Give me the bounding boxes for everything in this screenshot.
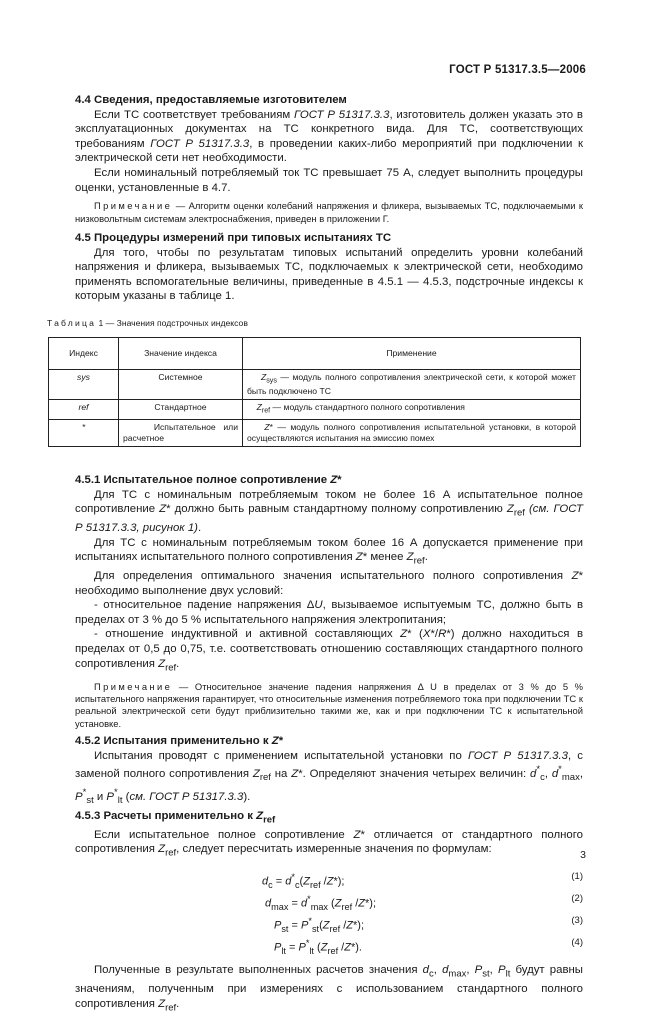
section-4-5-1-list-item-1: - относительное падение напряжения ΔU, вызываемое испытуемым ТС, должно быть в пределах от 3 % до 5 % испытательного напряжения электропитания; [75, 599, 583, 626]
table-cell-index: * [49, 419, 119, 446]
section-4-4-paragraph-1: Если ТС соответствует требованиям ГОСТ Р 51317.3.3, изготовитель должен указать это в эксплуатационных документах на ТС конкретного вида. Для ТС, соответствующих требованиям ГОСТ Р 51317.3.3, в проведении каких-либо мероприятий при подключении к электрической сети нет необходимости. [75, 108, 583, 165]
section-4-4-paragraph-2: Если номинальный потребляемый ток ТС превышает 75 А, следует выполнить процедуры оценки, установленные в 4.7. [75, 166, 583, 194]
table-1-caption: Таблица 1 — Значения подстрочных индексов [47, 317, 248, 328]
table-header-application: Применение [243, 337, 581, 369]
section-4-5-3-paragraph-1: Если испытательное полное сопротивление Z* отличается от стандартного полного сопротивления $Z_{ref}$, следует пересчитать измеренные значения по формулам: [75, 828, 583, 859]
table-row [49, 369, 581, 400]
document-header: ГОСТ Р 51317.3.5—2006 [449, 64, 586, 76]
section-4-5-1-list-item-2: - отношение индуктивной и активной составляющих Z* (X*/R*) должно находиться в пределах от 0,5 до 0,75, т.е. соответствовать отношению составляющих стандартного полного сопротивления $Z_{ref}$. [75, 628, 583, 673]
table-cell-application: $Z_{ref}$ — модуль стандартного полного сопротивления [243, 400, 581, 420]
section-4-5-paragraph-1: Для того, чтобы по результатам типовых испытаний определить уровни колебаний напряжения и фликера, вызываемых ТС, подключаемых к электрической сети, необходимо применять вспомогательные величины, приведенные в 4.5.1 — 4.5.3, подстрочные индексы к которым указаны в таблице 1. [75, 246, 583, 303]
section-4-4-title: 4.4 Сведения, предоставляемые изготовителем [75, 94, 347, 106]
page-number: 3 [580, 849, 586, 861]
formula-2-number: (2) [571, 893, 583, 905]
table-header-row [49, 337, 581, 369]
section-4-5-title: 4.5 Процедуры измерений при типовых испытаниях ТС [75, 231, 392, 244]
section-4-4-note: Примечание — Алгоритм оценки колебаний напряжения и фликера, вызываемых ТС, подключаемыми к низковольтным системам электроснабжения, приведен в приложении Г. [75, 200, 583, 224]
formula-3-expression: $P_{st} = P^*_{st}(Z_{ref}$ /Z*); [274, 916, 365, 934]
table-row [49, 400, 581, 420]
table-cell-meaning: Системное [119, 369, 243, 400]
section-4-5-3-paragraph-2: Полученные в результате выполненных расчетов значения $d_c$, $d_{max}$, $P_{st}$, $P_{lt}$ будут равны значениям, полученным при измерениях с использованием стандартного полного сопротивления $Z_{ref}$. [75, 964, 583, 1013]
formula-1 [75, 867, 583, 889]
formula-2-expression: $d_{max} = d^*_{max}$ ($Z_{ref}$ /Z*); [265, 894, 377, 912]
formula-3-number: (3) [571, 915, 583, 927]
formula-2 [75, 889, 583, 911]
section-4-5-2-title: 4.5.2 Испытания применительно к Z* [75, 735, 284, 748]
table-cell-index: sys [49, 369, 119, 400]
section-4-5-1-note: Примечание — Относительное значение падения напряжения Δ U в пределах от 3 % до 5 % испытательного напряжения гарантирует, что относительные изменения потребляемого тока при подключении ТС к реальной электрической сети будут приблизительно такими же, как и при подключении ТС к испытательной установке. [75, 680, 583, 729]
table-cell-index: ref [49, 400, 119, 420]
table-header-meaning: Значение индекса [119, 337, 243, 369]
formula-1-expression: $d_c = d^*_c(Z_{ref}$ /Z*); [262, 872, 345, 890]
page-body [47, 93, 584, 1015]
table-cell-meaning: Испытательное или расчетное [119, 419, 243, 446]
section-4-5-3-title: 4.5.3 Расчеты применительно к $Z_{ref}$ [75, 809, 276, 825]
formula-4 [75, 933, 583, 955]
table-row [49, 419, 581, 446]
formula-3 [75, 911, 583, 933]
section-4-5-1-paragraph-3: Для определения оптимального значения испытательного полного сопротивления Z* необходимо выполнение двух условий: [75, 570, 583, 597]
section-4-5-1-title: 4.5.1 Испытательное полное сопротивление Z* [75, 473, 342, 486]
section-4-5-1-paragraph-1: Для ТС с номинальным потребляемым током не более 16 А испытательное полное сопротивление Z* должно быть равным стандартному полному сопротивлению $Z_{ref}$ (см. ГОСТ Р 51317.3.3, рисунок 1). [75, 488, 584, 535]
formula-1-number: (1) [571, 871, 583, 883]
formula-4-expression: $P_{lt} = P^*_{lt}$ ($Z_{ref}$ /Z*). [274, 938, 362, 956]
formula-4-number: (4) [571, 937, 583, 949]
formula-block [75, 867, 583, 955]
section-4-5-1-paragraph-2: Для ТС с номинальным потребляемым током более 16 А допускается применение при испытаниях испытательного полного сопротивления Z* менее $Z_{ref}$. [75, 536, 583, 567]
table-cell-meaning: Стандартное [119, 400, 243, 420]
table-cell-application: $Z_{sys}$ — модуль полного сопротивления электрической сети, к которой может быть подключено ТС [243, 369, 581, 400]
table-1 [48, 337, 581, 447]
table-cell-application: Z* — модуль полного сопротивления испытательной установки, в которой осуществляются испытания на эмиссию помех [243, 419, 581, 446]
table-header-index: Индекс [49, 337, 119, 369]
section-4-5-2-paragraph-1: Испытания проводят с применением испытательной установки по ГОСТ Р 51317.3.3, с заменой полного сопротивления $Z_{ref}$ на Z*. Определяют значения четырех величин: $d^*_c$, $d^*_{max}$, $P^*_{st}$ и $P^*_{lt}$ (см. ГОСТ Р 51317.3.3). [75, 749, 583, 807]
